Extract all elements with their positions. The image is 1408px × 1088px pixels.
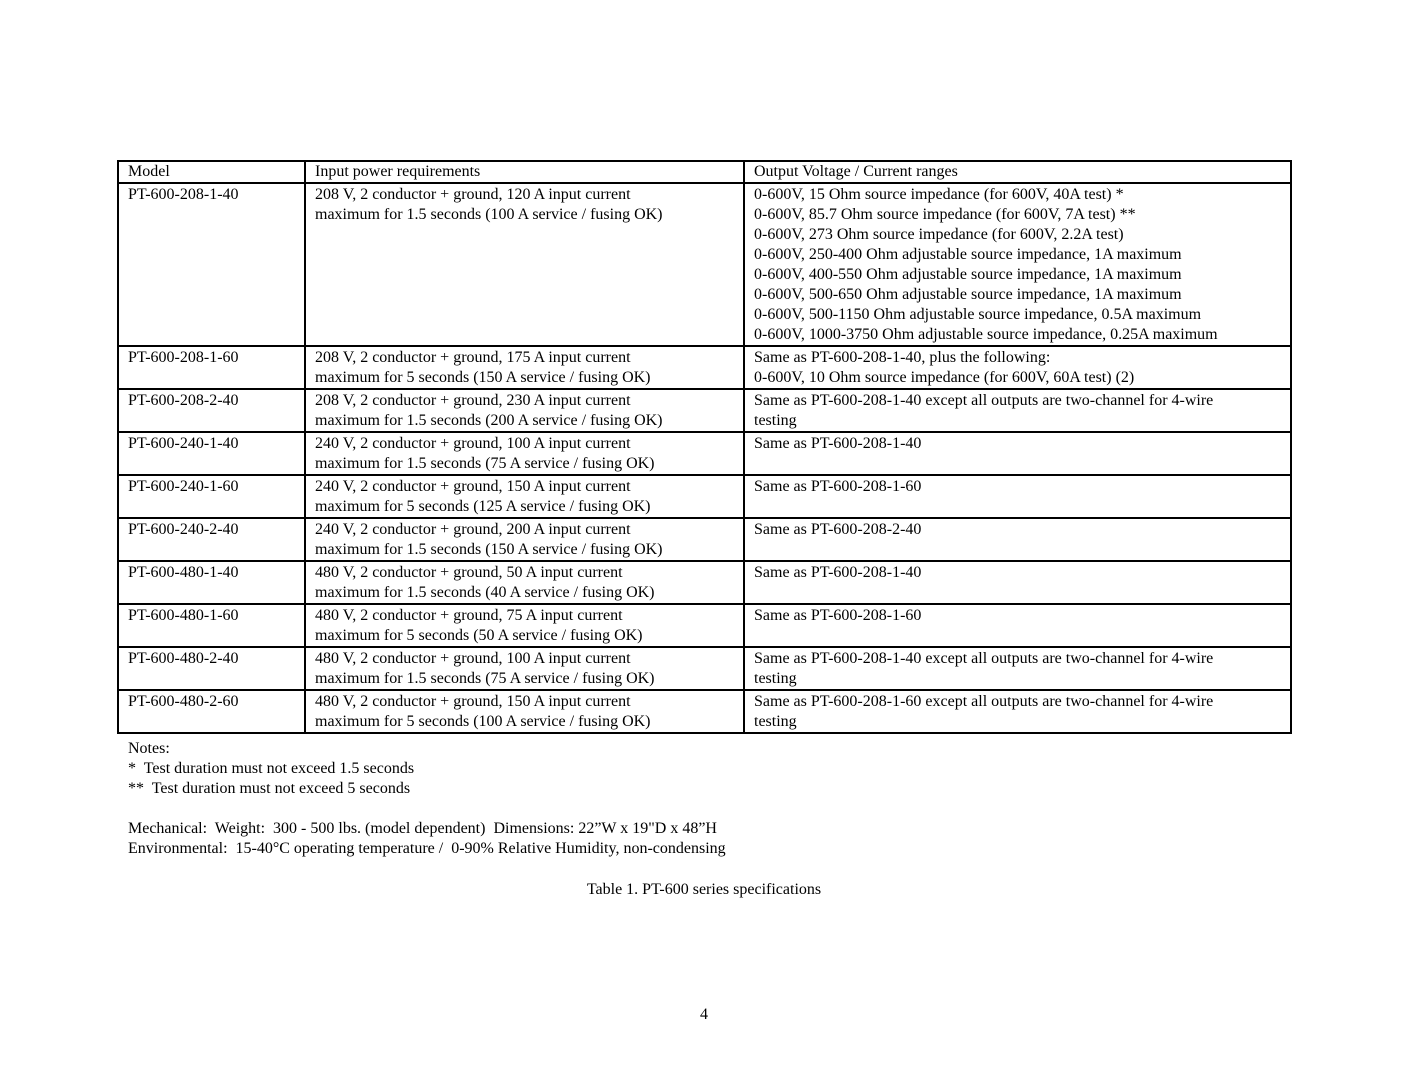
output-range-cell: [744, 647, 1291, 690]
input-power-line: maximum for 1.5 seconds (40 A service / fusing OK): [315, 584, 655, 601]
table-row: [118, 475, 1291, 518]
notes-section: [128, 739, 726, 859]
model-name: PT-600-208-2-40: [128, 392, 239, 409]
model-name: PT-600-240-1-60: [128, 478, 239, 495]
input-power-cell: [305, 647, 744, 690]
input-power-line: 240 V, 2 conductor + ground, 100 A input current: [315, 435, 631, 452]
table-row: [118, 647, 1291, 690]
output-range-line: Same as PT-600-208-1-40 except all outputs are two-channel for 4-wire: [754, 650, 1214, 667]
output-range-line: Same as PT-600-208-1-40: [754, 435, 922, 452]
model-cell: [118, 561, 305, 604]
output-range-line: Same as PT-600-208-1-40, plus the following:: [754, 349, 1051, 366]
note-item: * Test duration must not exceed 1.5 seconds: [128, 760, 415, 777]
model-name: PT-600-240-2-40: [128, 521, 239, 538]
input-power-cell: [305, 183, 744, 346]
output-range-line: 0-600V, 15 Ohm source impedance (for 600V, 40A test) *: [754, 186, 1124, 203]
table-caption: Table 1. PT-600 series specifications: [586, 881, 822, 898]
input-power-cell: [305, 690, 744, 733]
output-range-line: Same as PT-600-208-1-40: [754, 564, 922, 581]
model-cell: [118, 183, 305, 346]
mechanical-spec: Mechanical: Weight: 300 - 500 lbs. (model dependent) Dimensions: 22”W x 19"D x 48”H: [128, 820, 717, 837]
output-range-line: 0-600V, 85.7 Ohm source impedance (for 600V, 7A test) **: [754, 206, 1136, 223]
header-model: Model: [118, 161, 305, 183]
output-range-line: Same as PT-600-208-1-60: [754, 607, 922, 624]
input-power-line: maximum for 5 seconds (50 A service / fusing OK): [315, 627, 643, 644]
model-cell: [118, 690, 305, 733]
input-power-line: maximum for 1.5 seconds (200 A service / fusing OK): [315, 412, 663, 429]
input-power-line: 480 V, 2 conductor + ground, 75 A input current: [315, 607, 623, 624]
output-range-line: 0-600V, 1000-3750 Ohm adjustable source impedance, 0.25A maximum: [754, 326, 1218, 343]
input-power-line: maximum for 1.5 seconds (75 A service / fusing OK): [315, 455, 655, 472]
model-name: PT-600-480-1-60: [128, 607, 239, 624]
input-power-line: maximum for 1.5 seconds (150 A service / fusing OK): [315, 541, 663, 558]
spacer: [128, 799, 726, 819]
output-range-cell: [744, 389, 1291, 432]
model-cell: [118, 604, 305, 647]
table-row: [118, 432, 1291, 475]
header-input-power: Input power requirements: [305, 161, 744, 183]
input-power-cell: [305, 518, 744, 561]
output-range-line: testing: [754, 670, 797, 687]
input-power-line: 208 V, 2 conductor + ground, 230 A input current: [315, 392, 631, 409]
model-name: PT-600-208-1-40: [128, 186, 239, 203]
table-row: [118, 346, 1291, 389]
input-power-line: maximum for 1.5 seconds (75 A service / fusing OK): [315, 670, 655, 687]
note-item: ** Test duration must not exceed 5 seconds: [128, 780, 411, 797]
model-name: PT-600-208-1-60: [128, 349, 239, 366]
input-power-cell: [305, 389, 744, 432]
input-power-cell: [305, 432, 744, 475]
output-range-line: 0-600V, 500-1150 Ohm adjustable source impedance, 0.5A maximum: [754, 306, 1202, 323]
input-power-line: 240 V, 2 conductor + ground, 200 A input current: [315, 521, 631, 538]
input-power-cell: [305, 561, 744, 604]
table-row: [118, 561, 1291, 604]
input-power-cell: [305, 346, 744, 389]
input-power-line: maximum for 5 seconds (100 A service / fusing OK): [315, 713, 651, 730]
environmental-spec: Environmental: 15-40°C operating temperature / 0-90% Relative Humidity, non-condensing: [128, 840, 726, 857]
output-range-line: 0-600V, 10 Ohm source impedance (for 600V, 60A test) (2): [754, 369, 1135, 386]
input-power-line: 208 V, 2 conductor + ground, 120 A input current: [315, 186, 631, 203]
output-range-cell: [744, 432, 1291, 475]
output-range-line: 0-600V, 500-650 Ohm adjustable source impedance, 1A maximum: [754, 286, 1182, 303]
table-row: [118, 604, 1291, 647]
table-row: [118, 389, 1291, 432]
model-cell: [118, 518, 305, 561]
output-range-line: Same as PT-600-208-1-40 except all outputs are two-channel for 4-wire: [754, 392, 1214, 409]
table-row: [118, 690, 1291, 733]
input-power-line: 480 V, 2 conductor + ground, 50 A input current: [315, 564, 623, 581]
model-name: PT-600-480-2-60: [128, 693, 239, 710]
output-range-line: 0-600V, 250-400 Ohm adjustable source impedance, 1A maximum: [754, 246, 1182, 263]
notes-title: Notes:: [128, 740, 170, 757]
model-cell: [118, 647, 305, 690]
input-power-cell: [305, 604, 744, 647]
table-header-row: [118, 161, 1291, 183]
output-range-line: testing: [754, 713, 797, 730]
output-range-cell: [744, 346, 1291, 389]
header-output-ranges: Output Voltage / Current ranges: [744, 161, 1291, 183]
page-number: 4: [700, 1006, 708, 1023]
output-range-cell: [744, 561, 1291, 604]
output-range-line: testing: [754, 412, 797, 429]
output-range-cell: [744, 690, 1291, 733]
model-name: PT-600-240-1-40: [128, 435, 239, 452]
output-range-line: Same as PT-600-208-1-60: [754, 478, 922, 495]
output-range-cell: [744, 518, 1291, 561]
output-range-line: Same as PT-600-208-1-60 except all outputs are two-channel for 4-wire: [754, 693, 1214, 710]
model-cell: [118, 389, 305, 432]
input-power-line: maximum for 1.5 seconds (100 A service / fusing OK): [315, 206, 663, 223]
specifications-table: [117, 160, 1292, 734]
output-range-cell: [744, 183, 1291, 346]
output-range-line: Same as PT-600-208-2-40: [754, 521, 922, 538]
input-power-line: maximum for 5 seconds (125 A service / fusing OK): [315, 498, 651, 515]
model-cell: [118, 432, 305, 475]
output-range-line: 0-600V, 400-550 Ohm adjustable source impedance, 1A maximum: [754, 266, 1182, 283]
input-power-line: 480 V, 2 conductor + ground, 150 A input current: [315, 693, 631, 710]
input-power-line: maximum for 5 seconds (150 A service / fusing OK): [315, 369, 651, 386]
model-name: PT-600-480-1-40: [128, 564, 239, 581]
table-row: [118, 518, 1291, 561]
input-power-line: 240 V, 2 conductor + ground, 150 A input current: [315, 478, 631, 495]
model-cell: [118, 346, 305, 389]
model-cell: [118, 475, 305, 518]
input-power-line: 208 V, 2 conductor + ground, 175 A input current: [315, 349, 631, 366]
output-range-cell: [744, 475, 1291, 518]
input-power-line: 480 V, 2 conductor + ground, 100 A input current: [315, 650, 631, 667]
input-power-cell: [305, 475, 744, 518]
output-range-line: 0-600V, 273 Ohm source impedance (for 600V, 2.2A test): [754, 226, 1124, 243]
model-name: PT-600-480-2-40: [128, 650, 239, 667]
output-range-cell: [744, 604, 1291, 647]
table-body: [118, 183, 1291, 733]
table-row: [118, 183, 1291, 346]
